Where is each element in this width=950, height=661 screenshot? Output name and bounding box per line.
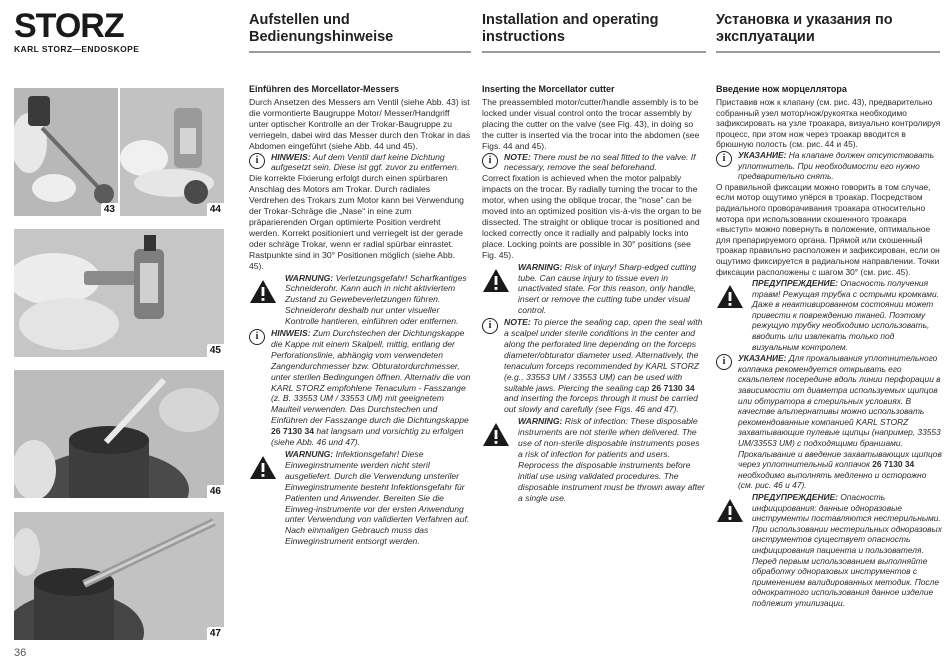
info-icon: i [482,153,498,169]
warning-text: Опасность получения травм! Режущая трубка с острыми кромками. Даже в неактивированном состоянии может привести к повреждению тканей. Поэтому режущую трубку необходимо использовать, вводить или извлекать только под визуальным контролем. [752,278,939,352]
photo-figures-43-44 [14,88,224,216]
brand-subtitle: KARL STORZ—ENDOSKOPE [14,44,140,54]
column-de [249,84,471,548]
warning-icon [716,284,744,309]
figure-label-43: 43 [101,203,118,216]
info-icon: i [716,151,732,167]
paragraph-de-2: Die korrekte Fixierung erfolgt durch einen spürbaren Anschlag des Motors am Trokar. Durch radiales Verdrehen des Trokars zum Motor kann bei Verwendung der Trokar-Schräge die „Nase“ in eine zum präparierenden Organ optimierte Position verdreht werden. Korrekt positioniert und verriegelt ist der gerade oder schräge Trokar, wenn er radial spürbar einrastet. Rastpunkte sind in 30° Positionen möglich (siehe Abb. 45). [249,173,464,271]
section-title-ru: Введение нож морцеллятора [716,84,847,94]
photo-figure-45 [14,229,224,357]
note-label: HINWEIS: [271,328,311,339]
brand-name: STORZ [14,7,124,45]
warning-ru-2 [716,492,942,609]
column-en [482,84,706,505]
note-label: NOTE: [504,151,531,162]
note-label: УКАЗАНИЕ: [738,149,787,160]
info-icon: i [716,354,732,370]
photo-figure-46 [14,370,224,498]
paragraph-en-1: The preassembled motor/cutter/handle assembly is to be locked under visual control onto the trocar assembly by placing the cutter on the valve (see Fig. 43), in doing so the cutter is inserted via the trocar into the abdomen (see Figs. 44 and 45). [482,97,700,151]
header-de: Aufstellen und Bedienungshinweise [249,12,394,45]
warning-label: ПРЕДУПРЕЖДЕНИЕ: [752,278,838,289]
warning-en-2 [482,416,706,503]
product-code: 26 7130 34 [872,459,915,470]
note-text-continued: необходимо выполнять медленно и осторожно (см. рис. 46 и 47). [738,469,927,491]
warning-icon [482,268,510,293]
note-text: Для прокалывания уплотнительного колпачка рекомендуется открывать его скальпелем посередине вдоль линии перфорации в зависимости от диаметра используемых щипцов или обтуратора в стерильных условиях. В качестве альтернативы можно использовать рекомендованные компанией KARL STORZ захватывающие пулевые щипцы (например, 33553 UM/33553 UM) с подходящими браншами. Прокалывание и введение захватывающих щипцов через уплотнительный колпачок [738,353,942,470]
warning-label: WARNUNG: [285,272,334,283]
warning-de-2 [249,449,471,547]
note-label: NOTE: [504,317,531,328]
warning-icon [716,498,744,523]
paragraph-ru-2: О правильной фиксации можно говорить в том случае, если мотор ощутимо упёрся в троакар. Посредством радиального проворачивания троакара относительно мотора при использовании скошенного троакара «выступ» можно повернуть в положение, оптимальное для препарируемого органа. Прямой или скошенный троакар правильно расположен и зафиксирован, если он ощутимо фиксируется в радиальном направлении. Точки фиксации расположены с шагом 30° (см. рис. 45). [716,181,940,277]
header-rule-ru [716,51,940,53]
figure-label-45: 45 [207,344,224,357]
warning-en-1 [482,262,706,317]
note-text-continued: hat langsam und vorsichtig zu erfolgen (siehe Abb. 46 und 47). [271,426,464,448]
page-number: 36 [14,647,27,659]
column-ru [716,84,942,610]
warning-text: Опасность инфицирования: данные одноразовые инструменты поставляются нестерильными. При использовании нестерильных одноразовых инструментов существует опасность инфицирования пациента и пользователя. Перед первым использованием выполняйте обработку одноразовых инструментов с применением валидированных методик. После однократного использования данное изделие подлежит утилизации. [752,491,942,608]
product-code: 26 7130 34 [651,382,695,393]
info-icon: i [249,329,265,345]
warning-label: WARNUNG: [285,449,334,459]
header-en: Installation and operating instructions [482,12,659,45]
paragraph-ru-1: Приставив нож к клапану (см. рис. 43), предварительно собранный узел мотор/нож/рукоятка необходимо зафиксировать на узле троакара, визуально контролируя процесс, при этом нож через троакар вводится в брюшную полость (см. рис. 44 и 45). [716,97,941,150]
note-text: Auf dem Ventil darf keine Dichtung aufgesetzt sein. Diese ist ggf. zuvor zu entfernen. [271,151,460,173]
warning-icon [249,455,277,480]
paragraph-en-2: Correct fixation is achieved when the motor palpably impacts on the trocar. By radially turning the trocar to the motor, when using the oblique trocar, the “nose” can be moved into an optimized position vis-à-vis the organ to be dissected. The straight or oblique trocar is positioned and locked correctly once it radially and palpably locks into place. Locking points are possible in 30° positions (see Fig. 45). [482,173,702,260]
warning-de-1 [249,273,471,328]
note-de-1 [249,152,471,174]
note-text: There must be no seal fitted to the valve. If necessary, remove the seal beforehand. [504,151,696,173]
warning-text: Infektionsgefahr! Diese Einweginstrumente werden nicht steril ausgeliefert. Durch die Verwendung unsteriler Einweginstrumente besteht Infektionsgefahr für Patienten und Anwender. Bereiten Sie die Einweg-instrumente vor der ersten Anwendung unter Verwendung von validierten Verfahren auf. Nach einmaligen Gebrauch muss das Einweginstrument entsorgt werden. [285,449,470,547]
note-ru-1 [716,150,942,182]
note-text-continued: and inserting the forceps through it must be carried out slowly and carefully (see Figs. 46 and 47). [504,393,698,415]
figure-label-47: 47 [207,627,224,640]
header-rule-en [482,51,706,53]
figure-label-44: 44 [207,203,224,216]
photo-figure-47 [14,512,224,640]
info-icon: i [249,153,265,169]
warning-label: WARNING: [518,261,563,272]
note-en-2 [482,317,706,415]
info-icon: i [482,318,498,334]
warning-label: ПРЕДУПРЕЖДЕНИЕ: [752,491,838,502]
warning-text: Verletzungsgefahr! Scharfkantiges Schneiderohr. Kann auch in nicht aktiviertem Zustand zu Gewebeverletzungen führen. Schneiderohr deshalb nur unter visueller Kontrolle hantieren, einführen oder entfernen. [285,272,467,327]
note-ru-2 [716,353,942,491]
paragraph-de-1: Durch Ansetzen des Messers am Ventil (siehe Abb. 43) ist die vormontierte Baugruppe Motor/ Messer/Handgriff unter optischer Kontrolle an der Trokar-Baugruppe zu verriegeln, dabei wird das Messer durch den Trokar in das Abdomen eingeführt (siehe Abb. 44 und 45). [249,97,471,151]
note-text: Zum Durchstechen der Dichtungskappe die Kappe mit einem Skalpell, mittig, entlang der Perforationslinie, abhängig vom verwendeten Zangendurchmesser bzw. Obturatordurchmesser, unter sterilen Bedingungen öffnen. Alternativ die von KARL STORZ empfohlene Tenaculum - Fasszange (z. B. 33553 UM / 33553 UM) mit geeignetem Maulteil verwenden. Das Durchstechen und Einführen der Fasszange durch die Dichtungskappe [271,328,471,426]
warning-label: WARNING: [518,416,563,427]
note-en-1 [482,152,706,174]
brand-logo [14,8,234,54]
note-text: На клапане должен отсутствовать уплотнитель. При необходимости его нужно предварительно снять. [738,149,935,182]
figure-label-46: 46 [207,485,224,498]
header-rule-de [249,51,471,53]
note-de-2 [249,328,471,448]
header-ru: Установка и указания по эксплуатации [716,12,893,45]
warning-ru-1 [716,278,942,352]
section-title-de: Einführen des Morcellator-Messers [249,84,400,94]
product-code: 26 7130 34 [271,426,315,437]
warning-text: Risk of infection: These disposable instruments are not sterile when delivered. The use of non-sterile disposable instruments poses a risk of infection for patients and users. Reprocess the disposable instruments before initial use using validated procedures. The disposable instrument must be thrown away after a single use. [518,416,705,503]
note-text: To pierce the sealing cap, open the seal with a scalpel under sterile conditions in the center and along the perforated line depending on the forceps diameter/obturator diameter used. Alternatively, the tenaculum forceps recommended by KARL STORZ (e.g., 33553 UM / 33553 UM) can be used with suitable jaws. Piercing the sealing cap [504,317,703,393]
warning-text: Risk of injury! Sharp-edged cutting tube. Can cause injury to tissue even in unactivated state. For this reason, only handle, insert or remove the cutting tube under visual control. [518,261,697,316]
note-label: HINWEIS: [271,151,311,162]
warning-icon [249,279,277,304]
note-label: УКАЗАНИЕ: [738,353,787,364]
section-title-en: Inserting the Morcellator cutter [482,84,615,94]
warning-icon [482,422,510,447]
